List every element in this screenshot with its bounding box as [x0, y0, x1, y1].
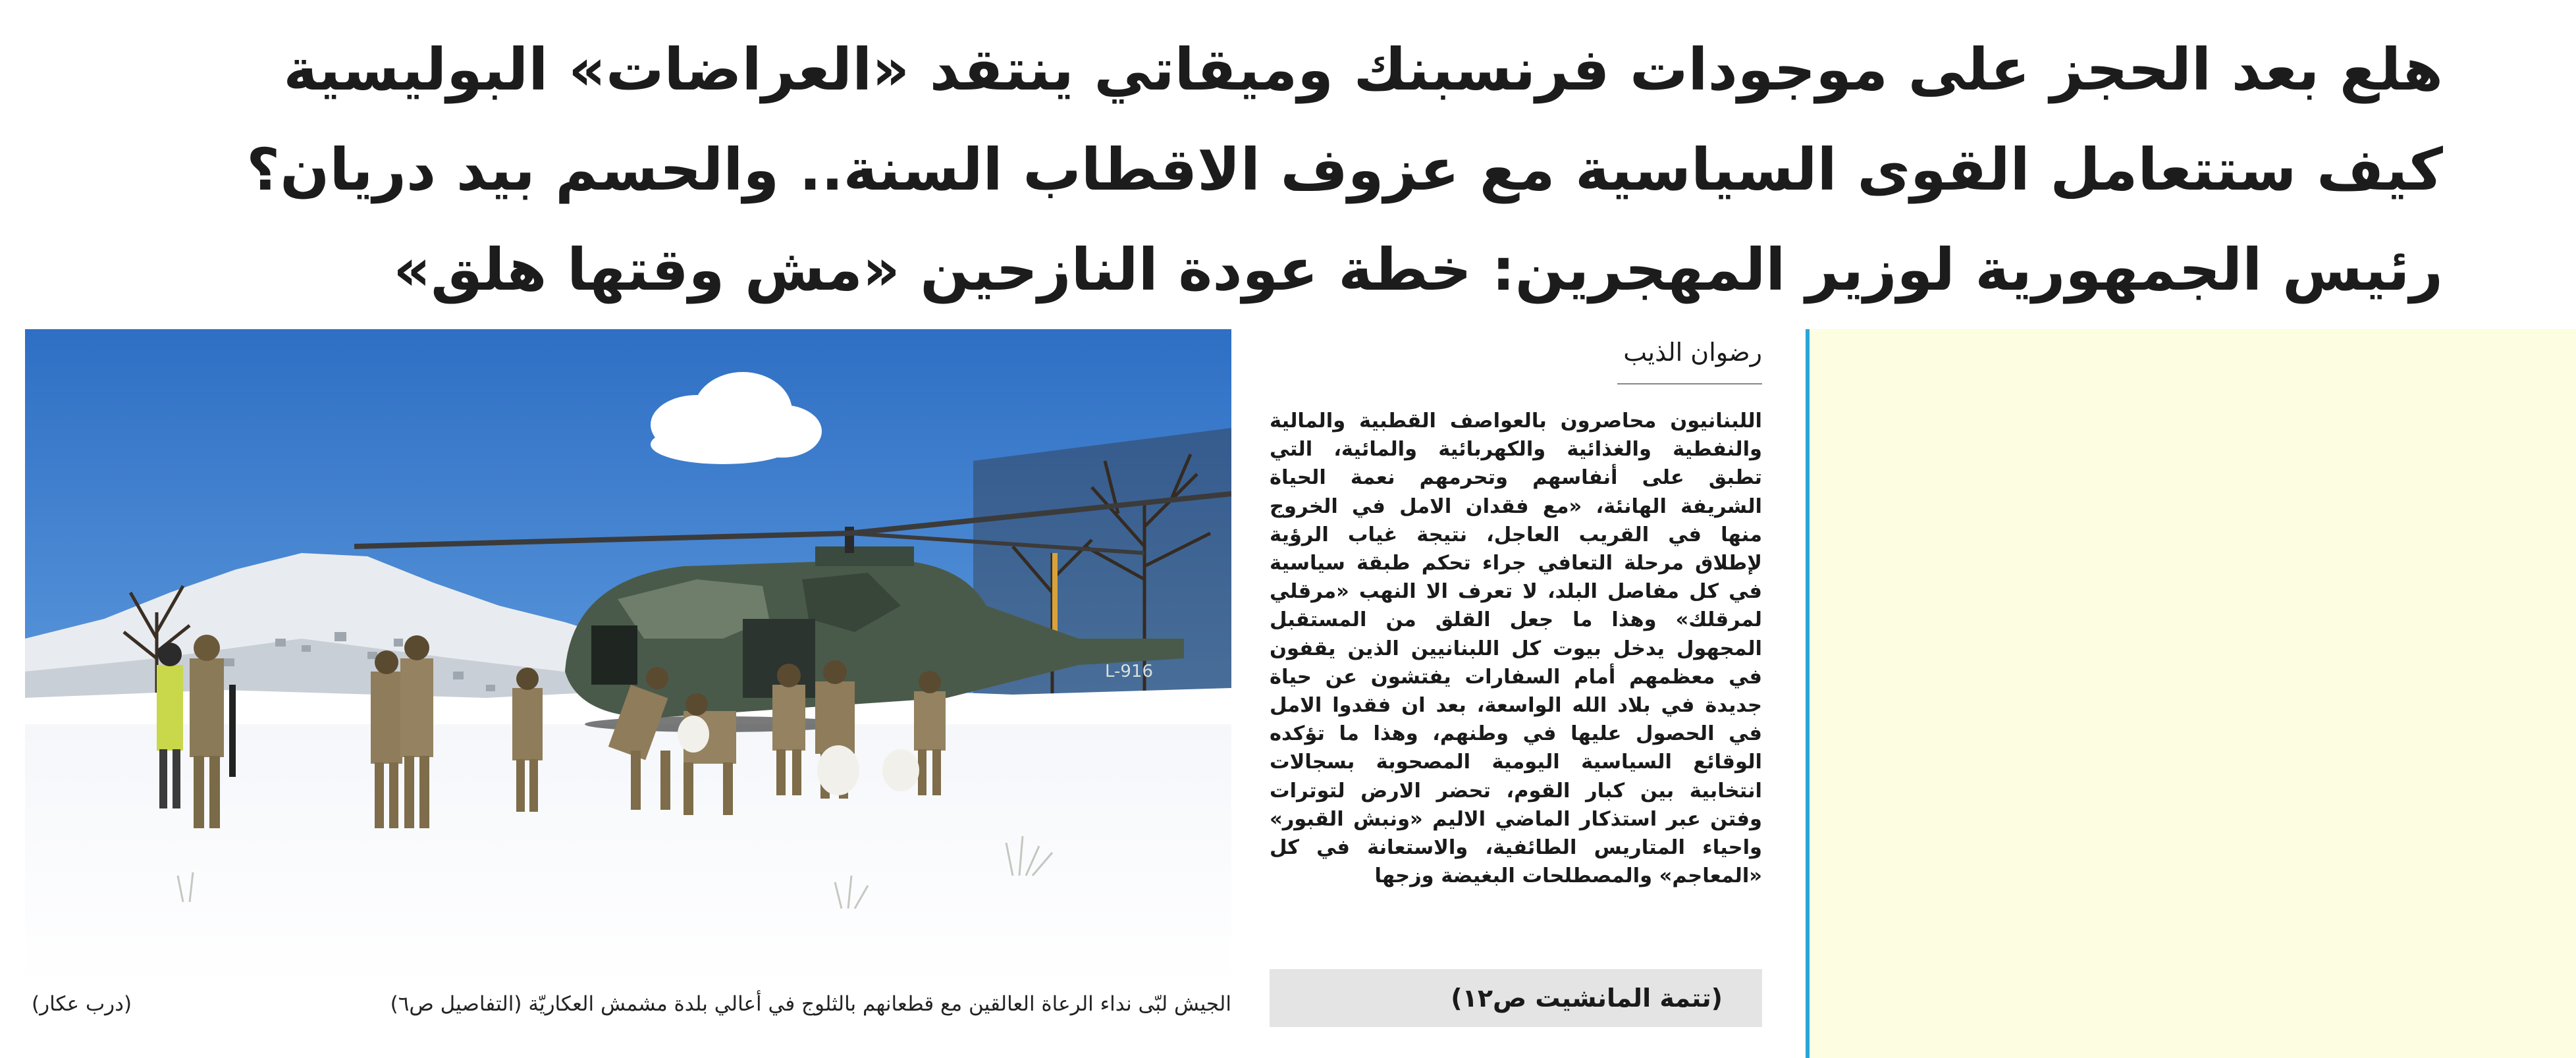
photo-caption: [25, 991, 1231, 1017]
headline-2: كيف ستتعامل القوى السياسية مع عزوف الاقطاب السنة.. والحسم بيد دريان؟: [246, 136, 2443, 203]
photo-credit: (درب عكار): [32, 992, 132, 1016]
ad-panel: [1810, 329, 2576, 1058]
article-body: اللبنانيون محاصرون بالعواصف القطبية والمالية والنفطية والغذائية والكهربائية والمائية، التي تطبق على أنفاسهم وتحرمهم نعمة الحياة الشريفة الهانئة، «مع فقدان الامل في الخروج منها في القريب العاجل، نتيجة غياب الرؤية لإطلاق مرحلة التعافي جراء تحكم طبقة سياسية في كل مفاصل البلد، لا تعرف الا النهب «مرقلي لمرقلك» وهذا ما جعل القلق من المستقبل المجهول يدخل بيوت كل اللبنانيين الذين يقفون في معظمهم أمام السفارات يفتشون عن حياة جديدة في بلاد الله الواسعة، بعد ان فقدوا الامل في الحصول عليها في وطنهم، وهذا ما تؤكده الوقائع السياسية اليومية المصحوبة بسجالات انتخابية بين كبار القوم، تحضر الارض لتوترات وفتن عبر استذكار الماضي الاليم «ونبش القبور» واحياء المتاريس الطائفية، والاستعانة في كل «المعاجم» والمصطلحات البغيضة وزجها: [1270, 410, 1762, 888]
byline: رضوان الذيب: [1623, 338, 1762, 367]
caption-text: الجيش لبّى نداء الرعاة العالقين مع قطعانهم بالثلوج في أعالي بلدة مشمش العكاريّة (التفاصيل ص٦): [390, 992, 1231, 1016]
lead-article: [1270, 329, 1762, 1027]
helicopter-marking: L-916: [1105, 662, 1154, 681]
headline-block: [59, 20, 2443, 320]
news-photo: [25, 329, 1231, 989]
continued-on-page: (تتمة المانشيت ص١٢): [1270, 969, 1762, 1027]
headline-3: رئيس الجمهورية لوزير المهجرين: خطة عودة النازحين «مش وقتها هلق»: [393, 236, 2443, 304]
byline-rule: [1617, 383, 1762, 384]
headline-1: هلع بعد الحجز على موجودات فرنسبنك وميقاتي ينتقد «العراضات» البوليسية: [283, 36, 2443, 103]
